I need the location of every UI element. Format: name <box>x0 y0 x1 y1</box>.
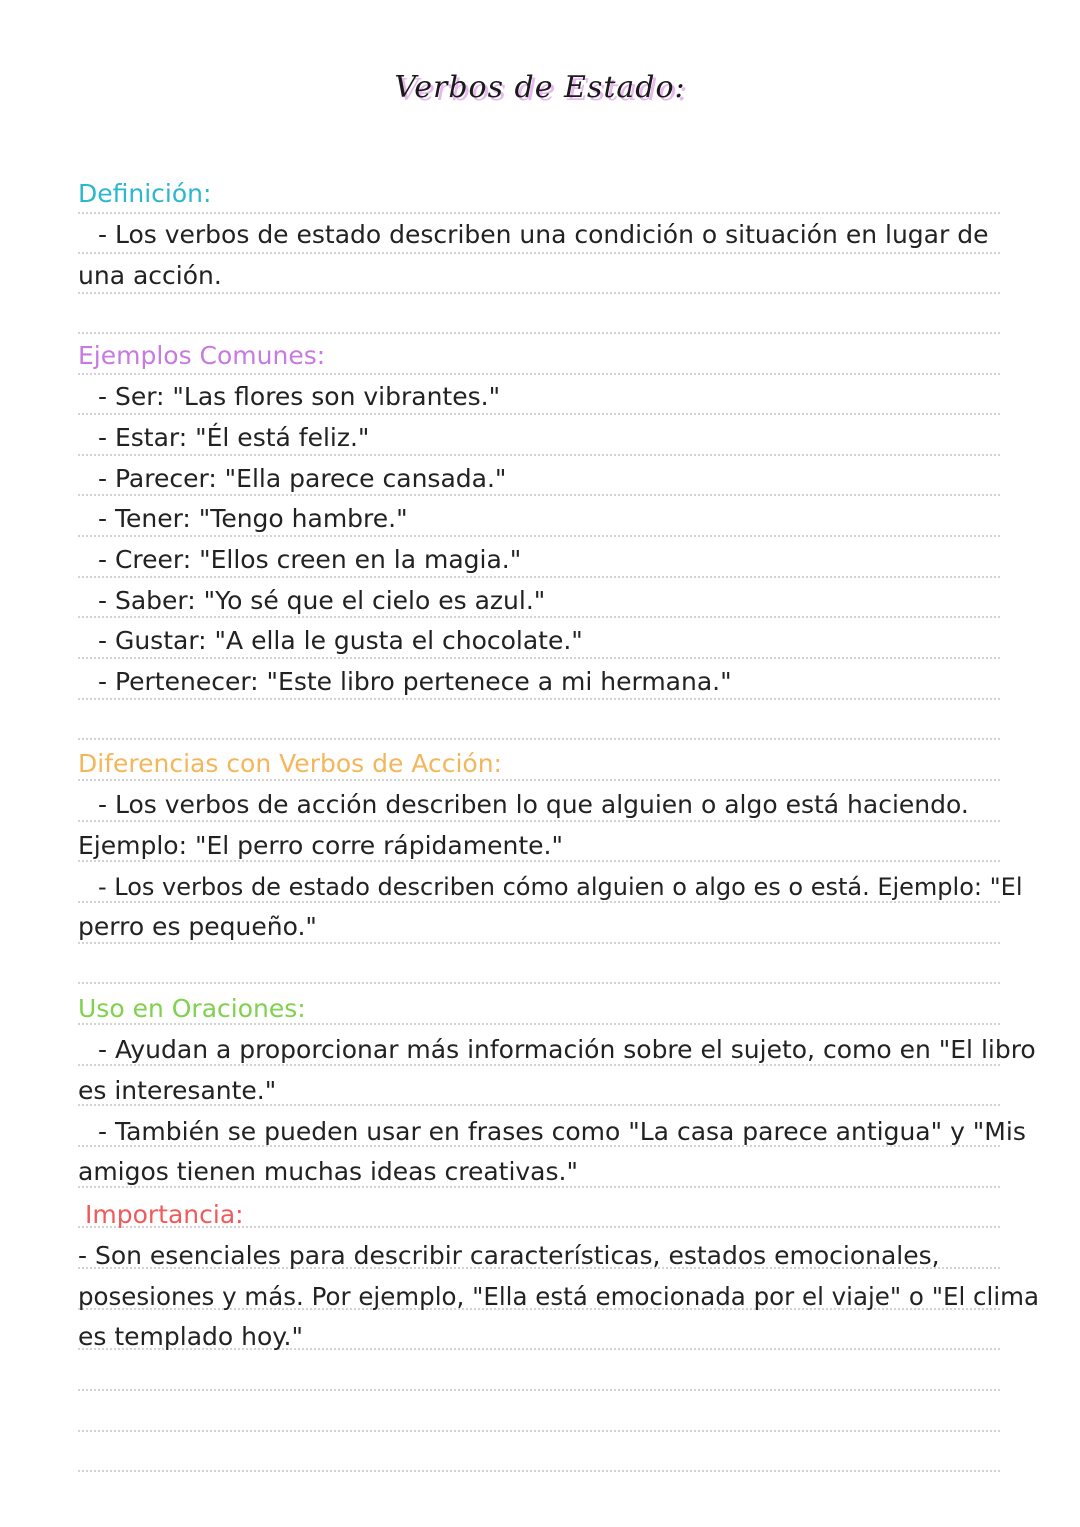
uso-line: - Ayudan a proporcionar más información sobre el sujeto, como en "El libro <box>98 1035 1036 1064</box>
definicion-line: - Los verbos de estado describen una condición o situación en lugar de <box>98 220 989 249</box>
ejemplo-item: - Ser: "Las flores son vibrantes." <box>98 382 501 411</box>
section-heading-ejemplos: Ejemplos Comunes: <box>78 341 326 370</box>
diferencias-line: - Los verbos de acción describen lo que alguien o algo está haciendo. <box>98 790 969 819</box>
rule-line <box>78 1470 1000 1472</box>
rule-line <box>78 332 1000 334</box>
rule-line <box>78 982 1000 984</box>
importancia-line: es templado hoy." <box>78 1322 303 1351</box>
ejemplo-item: - Pertenecer: "Este libro pertenece a mi hermana." <box>98 667 732 696</box>
uso-line: amigos tienen muchas ideas creativas." <box>78 1157 578 1186</box>
diferencias-line: Ejemplo: "El perro corre rápidamente." <box>78 831 563 860</box>
uso-line: - También se pueden usar en frases como "La casa parece antigua" y "Mis <box>98 1117 1026 1146</box>
ejemplo-item: - Estar: "Él está feliz." <box>98 423 370 452</box>
diferencias-line: perro es pequeño." <box>78 912 317 941</box>
diferencias-line: - Los verbos de estado describen cómo alguien o algo es o está. Ejemplo: "El <box>98 873 1023 901</box>
section-heading-importancia: Importancia: <box>85 1200 244 1229</box>
section-heading-diferencias: Diferencias con Verbos de Acción: <box>78 749 502 778</box>
rule-line <box>78 1430 1000 1432</box>
rule-line <box>78 1389 1000 1391</box>
importancia-line: - Son esenciales para describir características, estados emocionales, <box>78 1241 940 1270</box>
ejemplo-item: - Gustar: "A ella le gusta el chocolate." <box>98 626 583 655</box>
definicion-line: una acción. <box>78 261 222 290</box>
section-heading-uso: Uso en Oraciones: <box>78 994 306 1023</box>
rule-line <box>78 212 1000 214</box>
ejemplo-item: - Parecer: "Ella parece cansada." <box>98 464 507 493</box>
rule-line <box>78 738 1000 740</box>
section-heading-definicion: Definición: <box>78 179 212 208</box>
importancia-line: posesiones y más. Por ejemplo, "Ella está emocionada por el viaje" o "El clima <box>78 1282 1040 1311</box>
ejemplo-item: - Creer: "Ellos creen en la magia." <box>98 545 522 574</box>
page-title: Verbos de Estado: <box>394 70 686 105</box>
ejemplo-item: - Tener: "Tengo hambre." <box>98 504 408 533</box>
uso-line: es interesante." <box>78 1076 277 1105</box>
ejemplo-item: - Saber: "Yo sé que el cielo es azul." <box>98 586 546 615</box>
